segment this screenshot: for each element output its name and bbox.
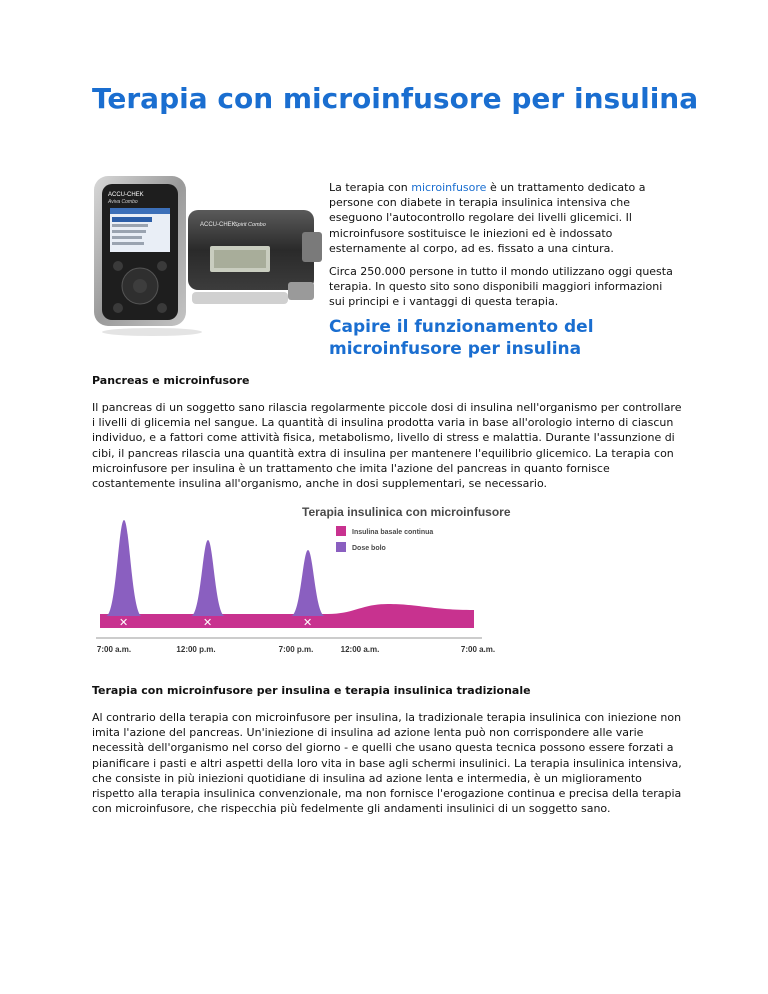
legend-swatch-bolus bbox=[336, 542, 346, 552]
section-subheading: Capire il funzionamento del microinfusore per insulina bbox=[329, 317, 594, 359]
section-heading-comparison: Terapia con microinfusore per insulina e terapia insulinica tradizionale bbox=[92, 684, 531, 697]
section-heading-pancreas: Pancreas e microinfusore bbox=[92, 374, 250, 387]
legend-label-bolus: Dose bolo bbox=[352, 545, 386, 552]
fork-knife-icon: ✕ bbox=[303, 616, 313, 629]
page-title: Terapia con microinfusore per insulina bbox=[92, 82, 699, 115]
intro-paragraph: La terapia con microinfusore è un trattamento dedicato a persone con diabete in terapia insulinica intensiva che eseguono l'autocontrollo regolare dei livelli glicemici. Il microinfusore sostituisce le iniezioni ed è indossato esternamente al corpo, ad es. fissato a una cintura. bbox=[329, 181, 646, 255]
x-tick-label: 7:00 a.m. bbox=[96, 645, 132, 654]
blood-glucose-meter bbox=[94, 176, 186, 326]
bolus-peak-2 bbox=[191, 540, 225, 616]
x-tick-label: 12:00 a.m. bbox=[340, 645, 380, 654]
chart-legend bbox=[336, 526, 433, 552]
chart-title: Terapia insulinica con microinfusore bbox=[302, 505, 511, 519]
meter-brand: ACCU-CHEK bbox=[108, 192, 144, 198]
bolus-peak-1 bbox=[106, 520, 142, 616]
fork-knife-icon: ✕ bbox=[119, 616, 129, 629]
section-body-comparison: Al contrario della terapia con microinfusore per insulina, la tradizionale terapia insulinica con iniezione non imita l'azione del pancreas. Un'iniezione di insulina ad azione lenta può non corrispondere alle varie necessità dell'organismo nel corso del giorno - e quelli che usano questa tecnica possono essere forzati a pianificare i pasti e altri aspetti della loro vita in base agli schermi insulinici. La terapia insulinica intensiva, che consiste in più iniezioni quotidiane di insulina ad azione lenta e intermedia, è un miglioramento rispetto alla terapia insulinica convenzionale, ma non fornisce l'erogazione continua e precisa della terapia con microinfusore, che rispecchia più fedelmente gli andamenti insulinici di un soggetto sano. bbox=[92, 711, 682, 816]
intro-paragraph-2: Circa 250.000 persone in tutto il mondo utilizzano oggi questa terapia. In questo sito sono disponibili maggiori informazioni sui principi e i vantaggi di questa terapia. bbox=[329, 265, 673, 309]
legend-label-basal: Insulina basale continua bbox=[352, 529, 434, 536]
insulin-pump bbox=[188, 210, 322, 304]
legend-swatch-basal bbox=[336, 526, 346, 536]
x-tick-label: 7:00 p.m. bbox=[278, 645, 314, 654]
x-tick-label: 7:00 a.m. bbox=[460, 645, 496, 654]
section-body-pancreas: Il pancreas di un soggetto sano rilascia regolarmente piccole dosi di insulina nell'organismo per controllare i livelli di glicemia nel sangue. La quantità di insulina prodotta varia in base all'orologio interno di ciascun individuo, e a fattori come attività fisica, metabolismo, livello di stress e malattia. Durante l'assunzione di cibi, il pancreas rilascia una quantità extra di insulina per mantenere l'equilibrio glicemico. La terapia con microinfusore per insulina è un trattamento che imita l'azione del pancreas in quanto fornisce costantemente insulina all'organismo, anche in dosi supplementari, se necessario. bbox=[92, 401, 682, 491]
pump-brand: ACCU-CHEK bbox=[200, 222, 236, 228]
basal-insulin-area bbox=[100, 604, 474, 628]
meter-model: Aviva Combo bbox=[108, 199, 138, 205]
x-tick-label: 12:00 p.m. bbox=[176, 645, 216, 654]
bolus-peak-3 bbox=[291, 550, 325, 616]
fork-knife-icon: ✕ bbox=[203, 616, 213, 629]
insulin-pump-and-meter-image bbox=[92, 170, 324, 338]
pump-model: Spirit Combo bbox=[234, 222, 266, 228]
insulin-therapy-chart bbox=[92, 500, 512, 660]
microinfusore-link[interactable]: microinfusore bbox=[411, 181, 487, 194]
